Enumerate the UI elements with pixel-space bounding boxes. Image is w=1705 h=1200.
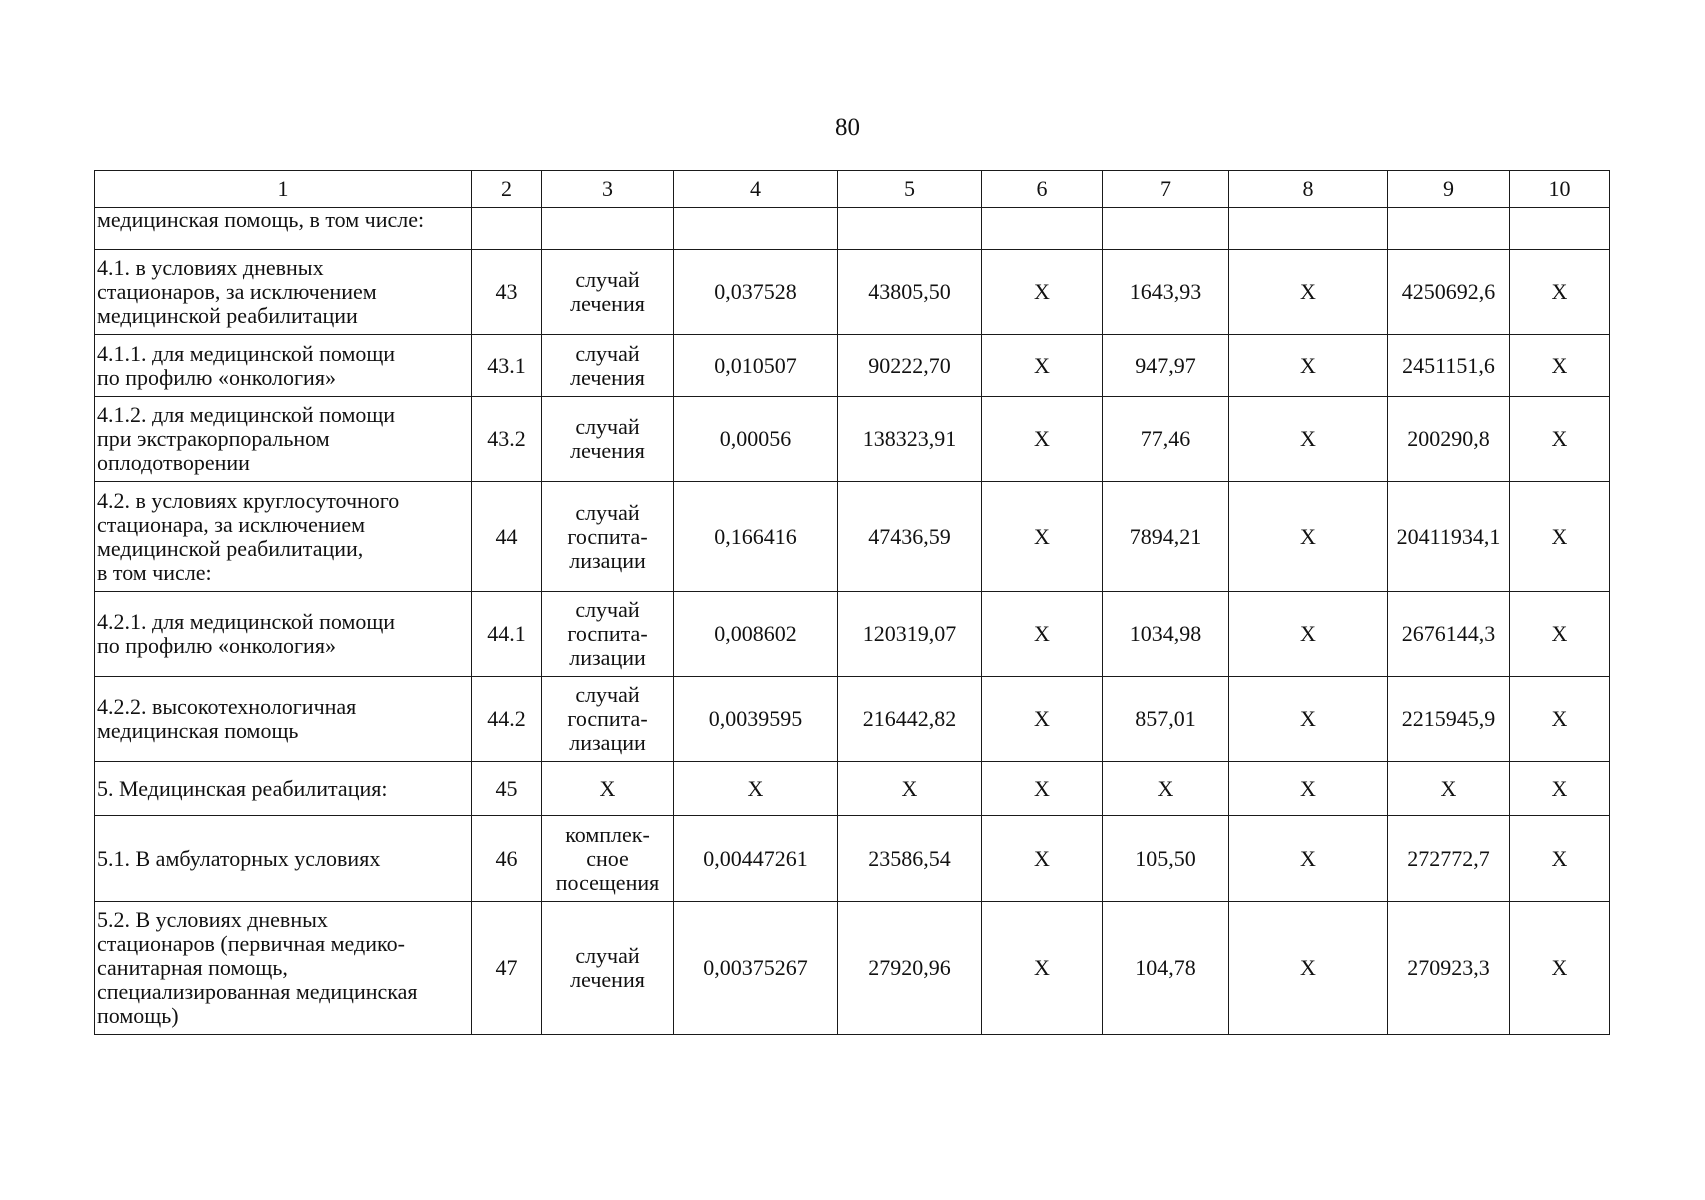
cell-text: 857,01 (1135, 706, 1196, 731)
cell-text: 43805,50 (868, 279, 951, 304)
cell-text: X (1034, 845, 1050, 871)
table-cell (472, 816, 542, 902)
cell-text: 43.2 (487, 426, 526, 451)
cell-text: X (1034, 523, 1050, 549)
column-header: 10 (1510, 171, 1610, 208)
cell-text: X (1551, 279, 1568, 304)
table-cell (1388, 592, 1510, 677)
table-cell (472, 902, 542, 1035)
cell-text: 0,00447261 (703, 845, 808, 871)
row-description-cell (95, 592, 472, 677)
table-cell (674, 208, 838, 250)
cell-text: 4.1.2. для медицинской помощи при экстракорпоральном оплодотворении (97, 402, 396, 475)
cell-text: X (1300, 955, 1316, 980)
table-cell (982, 677, 1103, 762)
cell-text: случай лечения (570, 267, 645, 316)
cell-text: 46 (495, 845, 518, 871)
table-cell (982, 762, 1103, 816)
cell-text: X (1551, 955, 1568, 980)
table-cell (1229, 816, 1388, 902)
cell-text: X (1300, 706, 1316, 731)
table-cell (674, 397, 838, 482)
table-row (95, 677, 1610, 762)
cell-text: X (1034, 621, 1050, 646)
cell-text: 44.2 (487, 706, 526, 731)
table-row (95, 397, 1610, 482)
cell-text: X (1551, 621, 1568, 646)
table-cell (1510, 677, 1610, 762)
table-cell (1103, 482, 1229, 592)
page-number: 80 (835, 114, 860, 141)
cell-text: 4250692,6 (1401, 279, 1496, 304)
cell-text: X (1551, 352, 1568, 378)
table-cell (1510, 902, 1610, 1035)
row-description-cell (95, 762, 472, 816)
cell-text: 0,166416 (714, 523, 797, 549)
table-cell (542, 762, 674, 816)
cell-text: X (1034, 426, 1050, 451)
table-cell (1229, 482, 1388, 592)
row-description-cell (95, 816, 472, 902)
table-cell (982, 816, 1103, 902)
table-cell (542, 397, 674, 482)
cell-text: 4.1.1. для медицинской помощи по профилю «онкология» (97, 340, 396, 390)
table-row (95, 482, 1610, 592)
cell-text: 272772,7 (1407, 845, 1490, 871)
row-description-cell (95, 250, 472, 335)
table-cell (1229, 397, 1388, 482)
table-cell (1103, 335, 1229, 397)
column-header: 4 (674, 171, 838, 208)
table-cell (1388, 816, 1510, 902)
table-cell (542, 250, 674, 335)
table-cell (674, 482, 838, 592)
cell-text: 1643,93 (1129, 279, 1202, 304)
table-cell (674, 592, 838, 677)
cell-text: 4.2.2. высокотехнологичная медицинская помощь (97, 694, 357, 743)
table-cell (1388, 250, 1510, 335)
cell-text: 5.2. В условиях дневных стационаров (первичная медико- санитарная помощь, специализированная медицинская помощь) (97, 907, 418, 1028)
table-cell (1103, 208, 1229, 250)
cell-text: 0,037528 (714, 279, 797, 304)
table-cell (982, 482, 1103, 592)
column-header: 9 (1388, 171, 1510, 208)
table-cell (1388, 677, 1510, 762)
table-cell (982, 902, 1103, 1035)
cell-text: 5. Медицинская реабилитация: (97, 775, 388, 801)
cell-text: X (1551, 706, 1568, 731)
table-cell (542, 902, 674, 1035)
cell-text: X (1034, 955, 1050, 980)
table-row (95, 208, 1610, 250)
table-cell (1510, 816, 1610, 902)
table-cell (472, 762, 542, 816)
cell-text: случай лечения (570, 414, 645, 463)
cell-text: 4.2.1. для медицинской помощи по профилю «онкология» (97, 609, 396, 658)
cell-text: X (1157, 775, 1174, 801)
table-cell (472, 208, 542, 250)
table-cell (1103, 592, 1229, 677)
cell-text: 104,78 (1135, 955, 1196, 980)
cell-text: комплек- сное посещения (555, 821, 660, 895)
cell-text: 77,46 (1140, 426, 1191, 451)
table-cell (1229, 592, 1388, 677)
table-cell (472, 250, 542, 335)
column-header: 8 (1229, 171, 1388, 208)
row-description-cell (95, 208, 472, 250)
table-cell (542, 592, 674, 677)
table-row (95, 816, 1610, 902)
cell-text: 200290,8 (1407, 426, 1490, 451)
table-cell (1103, 250, 1229, 335)
cell-text: 27920,96 (868, 955, 951, 980)
table-cell (1510, 397, 1610, 482)
table-cell (1229, 250, 1388, 335)
table-cell (838, 677, 982, 762)
cell-text: случай госпита- лизации (567, 499, 648, 573)
table-cell (1510, 762, 1610, 816)
cell-text: медицинская помощь, в том числе: (97, 207, 425, 232)
cell-text: 20411934,1 (1396, 523, 1501, 549)
cell-text: X (1551, 426, 1568, 451)
table-cell (1103, 902, 1229, 1035)
cell-text: X (1034, 706, 1050, 731)
column-header: 6 (982, 171, 1103, 208)
cell-text: 43.1 (487, 352, 526, 378)
data-table (94, 170, 1610, 1035)
cell-text: 138323,91 (862, 426, 957, 451)
cell-text: 0,00056 (719, 426, 792, 451)
cell-text: 2676144,3 (1401, 621, 1496, 646)
table-cell (674, 250, 838, 335)
table-cell (1103, 816, 1229, 902)
table-cell (1510, 208, 1610, 250)
cell-text: X (1551, 845, 1568, 871)
table-row (95, 592, 1610, 677)
table-cell (1229, 208, 1388, 250)
cell-text: X (1034, 352, 1050, 378)
cell-text: 44.1 (487, 621, 526, 646)
table-cell (472, 482, 542, 592)
cell-text: 105,50 (1135, 845, 1196, 871)
table-cell (982, 335, 1103, 397)
cell-text: случай госпита- лизации (567, 682, 648, 755)
table-cell (472, 592, 542, 677)
cell-text: 23586,54 (868, 845, 951, 871)
table-cell (542, 482, 674, 592)
cell-text: X (1300, 621, 1316, 646)
column-header: 2 (472, 171, 542, 208)
table-row (95, 902, 1610, 1035)
cell-text: 2451151,6 (1402, 352, 1495, 378)
cell-text: X (1300, 845, 1316, 871)
table-cell (982, 208, 1103, 250)
table-cell (838, 816, 982, 902)
column-header: 5 (838, 171, 982, 208)
table-row (95, 762, 1610, 816)
table-cell (1510, 250, 1610, 335)
table-cell (1229, 762, 1388, 816)
table-cell (674, 816, 838, 902)
table-cell (1388, 762, 1510, 816)
cell-text: случай лечения (570, 943, 645, 992)
cell-text: X (1300, 352, 1316, 378)
cell-text: 45 (495, 775, 518, 801)
table-cell (1229, 677, 1388, 762)
table-cell (838, 482, 982, 592)
cell-text: 5.1. В амбулаторных условиях (97, 845, 381, 871)
table-cell (472, 677, 542, 762)
cell-text: 0,010507 (714, 352, 797, 378)
table-cell (1388, 208, 1510, 250)
cell-text: X (1551, 523, 1568, 549)
cell-text: 44 (495, 523, 518, 549)
table-cell (838, 335, 982, 397)
cell-text: 1034,98 (1129, 621, 1202, 646)
cell-text: 947,97 (1135, 352, 1196, 378)
cell-text: 120319,07 (862, 621, 957, 646)
cell-text: случай лечения (570, 340, 645, 390)
table-cell (1510, 592, 1610, 677)
column-header: 1 (95, 171, 472, 208)
cell-text: 90222,70 (868, 352, 951, 378)
table-cell (674, 335, 838, 397)
table-cell (838, 397, 982, 482)
cell-text: 216442,82 (862, 706, 957, 731)
table-cell (1510, 482, 1610, 592)
table-cell (982, 592, 1103, 677)
table-cell (1229, 902, 1388, 1035)
table-cell (542, 208, 674, 250)
table-cell (1510, 335, 1610, 397)
table-cell (838, 208, 982, 250)
table-cell (674, 677, 838, 762)
cell-text: случай госпита- лизации (567, 597, 648, 670)
table-cell (674, 902, 838, 1035)
row-description-cell (95, 482, 472, 592)
table-cell (838, 592, 982, 677)
cell-text: 0,0039595 (708, 706, 803, 731)
table-cell (542, 335, 674, 397)
cell-text: 47 (495, 955, 518, 980)
table-row (95, 335, 1610, 397)
row-description-cell (95, 677, 472, 762)
cell-text: 0,00375267 (703, 955, 808, 980)
cell-text: X (1440, 775, 1457, 801)
cell-text: 4.1. в условиях дневных стационаров, за исключением медицинской реабилитации (97, 255, 377, 328)
cell-text: X (1300, 775, 1316, 801)
table-cell (1229, 335, 1388, 397)
cell-text: X (1300, 523, 1316, 549)
cell-text: X (599, 775, 616, 801)
table-cell (1103, 677, 1229, 762)
cell-text: X (1300, 426, 1316, 451)
cell-text: X (1034, 279, 1050, 304)
row-description-cell (95, 902, 472, 1035)
cell-text: X (901, 775, 918, 801)
table-cell (542, 816, 674, 902)
table-row (95, 250, 1610, 335)
table-cell (472, 335, 542, 397)
table-cell (982, 250, 1103, 335)
table-cell (1388, 902, 1510, 1035)
table-cell (838, 762, 982, 816)
row-description-cell (95, 397, 472, 482)
table-cell (1103, 397, 1229, 482)
table-cell (674, 762, 838, 816)
cell-text: X (1034, 775, 1050, 801)
cell-text: 47436,59 (868, 523, 951, 549)
table-cell (1388, 482, 1510, 592)
column-header: 3 (542, 171, 674, 208)
table-cell (838, 902, 982, 1035)
header-row (95, 171, 1610, 208)
cell-text: 2215945,9 (1401, 706, 1496, 731)
cell-text: X (747, 775, 764, 801)
column-header: 7 (1103, 171, 1229, 208)
cell-text: 7894,21 (1129, 523, 1202, 549)
cell-text: X (1300, 279, 1316, 304)
table-cell (982, 397, 1103, 482)
table-cell (838, 250, 982, 335)
cell-text: 43 (495, 279, 518, 304)
table-cell (1103, 762, 1229, 816)
table-cell (1388, 335, 1510, 397)
row-description-cell (95, 335, 472, 397)
table-cell (542, 677, 674, 762)
cell-text: X (1551, 775, 1568, 801)
cell-text: 270923,3 (1407, 955, 1490, 980)
table-cell (1388, 397, 1510, 482)
cell-text: 4.2. в условиях круглосуточного стационара, за исключением медицинской реабилитации, в том числе: (97, 487, 400, 585)
table-cell (472, 397, 542, 482)
cell-text: 0,008602 (714, 621, 797, 646)
